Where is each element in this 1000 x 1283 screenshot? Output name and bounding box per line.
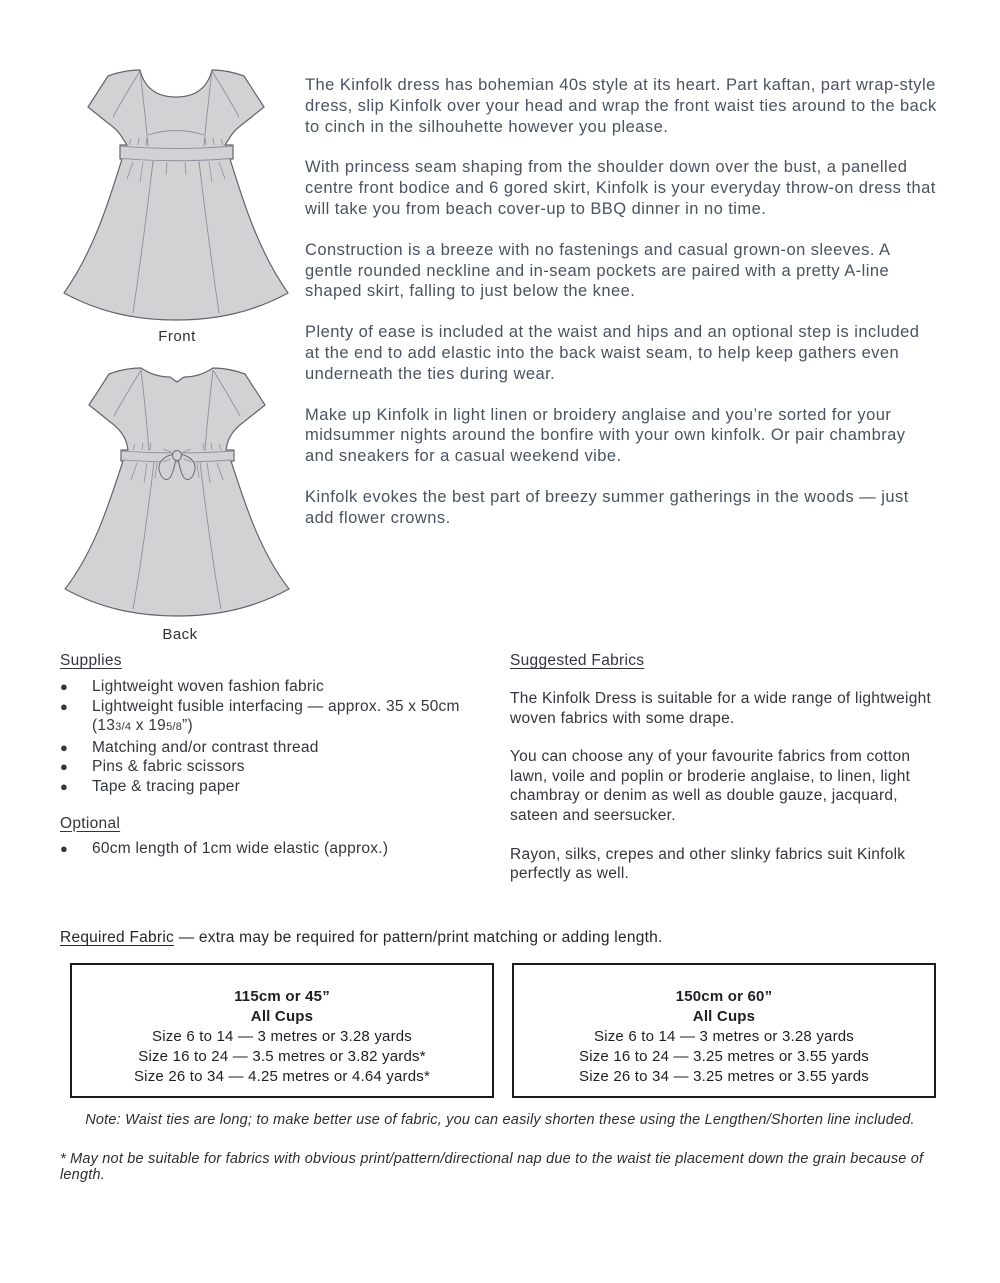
list-item-text: Pins & fabric scissors [92, 758, 245, 776]
size-text: x 19 [131, 717, 167, 735]
bullet-icon: ● [60, 679, 69, 694]
list-item-text [92, 697, 500, 738]
suggested-fabrics-heading: Suggested Fabrics [510, 652, 645, 669]
fabric-width-label: 150cm or 60” [675, 988, 773, 1005]
intro-paragraph: Construction is a breeze with no fastenings and casual grown-on sleeves. A gentle rounded neckline and in-seam pockets are paired with a pretty A-line shaped skirt, falling to just below the knee. [305, 240, 890, 301]
list-item [60, 839, 500, 859]
waist-ties-note: Note: Waist ties are long; to make better use of fabric, you can easily shorten these using the Lengthen/Shorten line included. [85, 1112, 915, 1128]
size-requirement-row: Size 26 to 34 — 4.25 metres or 4.64 yards* [133, 1068, 431, 1085]
bullet-icon: ● [60, 840, 69, 856]
front-dress-illustration [57, 62, 297, 337]
size-text: (13 [92, 717, 116, 735]
intro-paragraph: Plenty of ease is included at the waist and hips and an optional step is included at the end to add elastic into the back waist seam, to help keep gathers even underneath the ties during wear. [305, 323, 920, 383]
fabrics-paragraph: You can choose any of your favourite fabrics from cotton lawn, voile and poplin or broderie anglaise, to linen, light chambray or denim as well as double gauze, jacquard, sateen and seersucker. [510, 748, 911, 824]
cups-label: All Cups [250, 1008, 314, 1025]
intro-paragraph: The Kinfolk dress has bohemian 40s style at its heart. Part kaftan, part wrap-style dress, slip Kinfolk over your head and wrap the front waist ties around to the back to cinch in the silhouhette however you please. [305, 76, 937, 136]
front-dress-drawing [57, 62, 297, 337]
list-item [60, 777, 500, 797]
fraction-text: 5/8 [166, 721, 183, 734]
size-requirement-row: Size 6 to 14 — 3 metres or 3.28 yards [593, 1028, 855, 1045]
supplies-section [60, 652, 500, 858]
list-item [60, 757, 500, 777]
fraction-text: 3/4 [115, 721, 132, 734]
size-requirement-row: Size 26 to 34 — 3.25 metres or 3.55 yards [578, 1068, 869, 1085]
optional-heading: Optional [60, 814, 121, 832]
list-item [60, 738, 500, 758]
fabrics-paragraph: The Kinfolk Dress is suitable for a wide range of lightweight woven fabrics with some drape. [510, 690, 932, 727]
fabric-width-label: 115cm or 45” [234, 988, 330, 1005]
intro-paragraph: With princess seam shaping from the shoulder down over the bust, a panelled centre front bodice and 6 gored skirt, Kinfolk is your everyday throw-on dress that will take you from beach cover-up to BBQ dinner in no time. [305, 158, 936, 218]
list-item-text: Lightweight woven fashion fabric [92, 678, 325, 695]
asterisk-footnote: * May not be suitable for fabrics with obvious print/pattern/directional nap due to the waist tie placement down the grain because of length. [60, 1151, 924, 1183]
fabric-requirements-box-115cm [70, 963, 494, 1098]
back-dress-drawing [55, 360, 305, 635]
back-view-label: Back [162, 626, 198, 643]
optional-section [60, 815, 500, 859]
intro-paragraph: Kinfolk evokes the best part of breezy summer gatherings in the woods — just add flower crowns. [305, 487, 909, 527]
intro-text-block [305, 75, 937, 549]
cups-label: All Cups [692, 1008, 756, 1025]
list-item [60, 677, 500, 697]
list-item-text: Matching and/or contrast thread [92, 738, 319, 756]
supplies-heading: Supplies [60, 652, 122, 669]
fabrics-paragraph: Rayon, silks, crepes and other slinky fabrics suit Kinfolk perfectly as well. [510, 845, 906, 883]
bullet-icon: ● [60, 698, 69, 714]
size-requirement-row: Size 16 to 24 — 3.25 metres or 3.55 yards [578, 1048, 869, 1065]
suggested-fabrics-section [510, 652, 938, 903]
intro-paragraph: Make up Kinfolk in light linen or broidery anglaise and you’re sorted for your midsummer nights around the bonfire with your own kinfolk. Or pair chambray and sneakers for a casual weekend vibe. [305, 405, 906, 466]
fabric-requirements-box-150cm [512, 963, 936, 1098]
front-view-label: Front [158, 328, 196, 345]
list-item-text: Tape & tracing paper [92, 777, 241, 795]
interfacing-line-2 [92, 716, 500, 738]
required-fabric-note: — extra may be required for pattern/print matching or adding length. [174, 929, 663, 946]
size-text: ”) [182, 717, 193, 735]
bullet-icon: ● [60, 759, 69, 775]
fabric-box-content [514, 965, 934, 1087]
size-requirement-row: Size 16 to 24 — 3.5 metres or 3.82 yards* [138, 1048, 426, 1065]
interfacing-line-1: Lightweight fusible interfacing — approx. 35 x 50cm [92, 697, 460, 715]
bullet-icon: ● [60, 739, 69, 755]
size-requirement-row: Size 6 to 14 — 3 metres or 3.28 yards [151, 1028, 413, 1045]
required-fabric-heading: Required Fabric [60, 929, 175, 946]
back-dress-illustration [55, 360, 305, 635]
required-fabric-line [60, 929, 940, 947]
fabric-box-content [72, 965, 492, 1087]
list-item [60, 697, 500, 738]
bullet-icon: ● [60, 778, 69, 794]
list-item-text: 60cm length of 1cm wide elastic (approx.) [92, 839, 389, 857]
